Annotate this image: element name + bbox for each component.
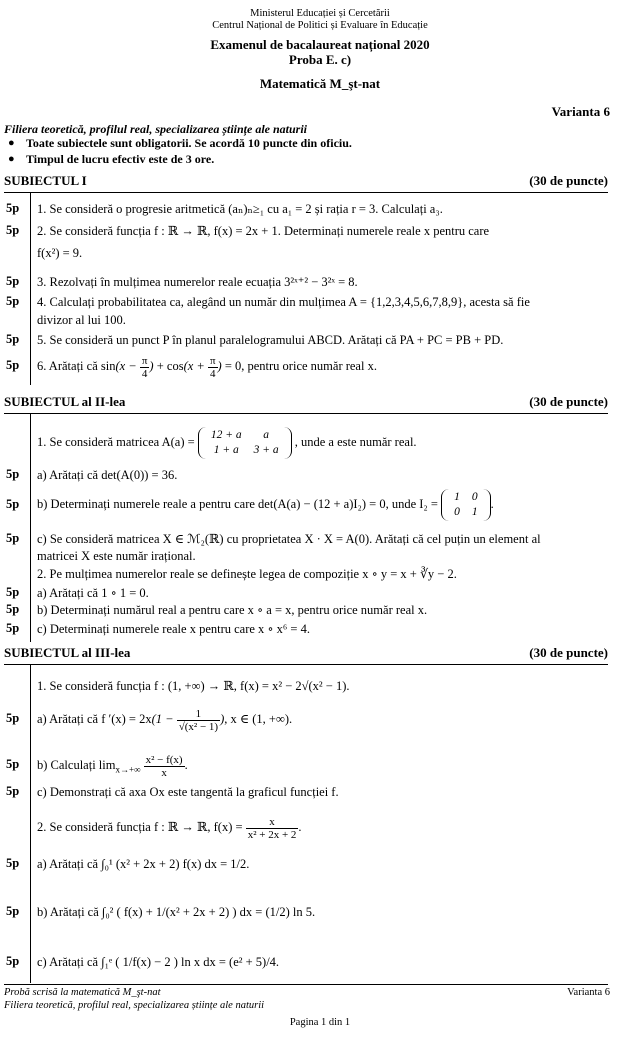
points-label: 5p xyxy=(6,602,20,616)
s2-item-1c: c) Se consideră matricea X ∈ ℳ₂(ℝ) cu proprietatea X · X = A(0). Arătați că cel puțin un element al xyxy=(37,532,541,546)
fraction: $\frac{\pi}{4}$ xyxy=(141,354,148,380)
section-1-title: SUBIECTUL I xyxy=(4,173,87,188)
ministry-name: Ministerul Educației și Cercetării xyxy=(250,8,390,19)
s2-item-1b xyxy=(37,486,612,522)
s2-item-2: 2. Pe mulțimea numerelor reale se definește legea de compoziție x ∘ y = x + ∛y − 2. xyxy=(37,567,457,581)
s2-item-1-part: , unde a este număr real. xyxy=(294,435,417,449)
s3-item-2a: a) Arătați că ∫₀¹ (x² + 2x + 2) f(x) dx = 1/2. xyxy=(37,857,250,871)
s3-item-2-part: 2. Se consideră funcția f : ℝ → ℝ, f(x) = xyxy=(37,820,243,834)
matrix-cell: 3 + a xyxy=(253,444,279,457)
s1-item-4: 4. Calculați probabilitatea ca, alegând un număr din mulțimea A = {1,2,3,4,5,6,7,8,9}, acesta să fie xyxy=(37,295,530,309)
margin-rule xyxy=(30,193,31,385)
fraction: $\frac{\pi}{4}$ xyxy=(209,354,216,380)
s1-item-6-part: 6. Arătați că sin xyxy=(37,359,116,373)
points-label: 5p xyxy=(6,332,20,346)
bullet-icon: ● xyxy=(8,153,15,165)
divider xyxy=(4,413,608,414)
points-label: 5p xyxy=(6,954,20,968)
points-label: 5p xyxy=(6,467,20,481)
s3-item-1a: a) Arătați că f ′(x) = 2x(1 − $\frac{1}{\text{√(x² − 1)}}$ ), x ∈ (1, +∞). xyxy=(37,707,293,733)
s3-item-1b: b) Calculați $\lim_{x\to+\infty}$ $\frac{\text{x² − f(x)}}{x}$ . xyxy=(37,753,188,779)
points-label: 5p xyxy=(6,497,20,511)
s2-item-1a: a) Arătați că det(A(0)) = 36. xyxy=(37,468,178,482)
points-label: 5p xyxy=(6,856,20,870)
points-label: 5p xyxy=(6,904,20,918)
points-label: 5p xyxy=(6,294,20,308)
matrix-cell: 12 + a xyxy=(210,429,242,442)
s3-item-2c: c) Arătați că ∫₁ᵉ ( 1/f(x) − 2 ) ln x dx = (e² + 5)/4. xyxy=(37,955,280,969)
s1-item-5: 5. Se consideră un punct P în planul paralelogramului ABCD. Arătați că PA + PC = PB + PD. xyxy=(37,333,504,347)
s3-item-1b-part: b) Calculați lim xyxy=(37,758,116,772)
s3-item-2b: b) Arătați că ∫₀² ( f(x) + 1/(x² + 2x + 2) ) dx = (1/2) ln 5. xyxy=(37,905,316,919)
points-label: 5p xyxy=(6,711,20,725)
divider xyxy=(4,664,608,665)
section-1-points: (30 de puncte) xyxy=(529,173,608,188)
matrix-cell: 1 + a xyxy=(213,444,239,457)
center-name: Centrul Național de Politici și Evaluare în Educație xyxy=(212,20,428,31)
s2-item-1c-cont: matricei X este număr irațional. xyxy=(37,549,196,563)
filiera-text: Filiera teoretică, profilul real, specializarea științe ale naturii xyxy=(4,122,307,136)
s1-item-2-cont: f(x²) = 9. xyxy=(37,246,83,260)
s1-item-3: 3. Rezolvați în mulțimea numerelor reale ecuația 3²ˣ⁺² − 3²ˣ = 8. xyxy=(37,275,358,289)
matrix-cell: 0 xyxy=(471,491,478,504)
s2-item-1-part: 1. Se consideră matricea A(a) = xyxy=(37,435,195,449)
s2-item-1b-part: . xyxy=(490,497,494,511)
points-label: 5p xyxy=(6,621,20,635)
exam-title: Examenul de bacalaureat național 2020 xyxy=(210,37,430,52)
s2-item-1b-part: b) Determinați numerele reale a pentru care det(A(a) − (12 + a)I₂) = 0, unde I₂ = xyxy=(37,497,438,511)
bullet-icon: ● xyxy=(8,137,15,149)
matrix-cell: 1 xyxy=(454,491,460,504)
section-3-title: SUBIECTUL al III-lea xyxy=(4,645,131,660)
footer-line-1: Probă scrisă la matematică M_şt-nat xyxy=(4,987,161,998)
points-label: 5p xyxy=(6,201,20,215)
s2-item-1 xyxy=(37,424,612,460)
section-2-points: (30 de puncte) xyxy=(529,394,608,409)
matrix-cell: 1 xyxy=(471,506,478,519)
section-3-points: (30 de puncte) xyxy=(529,645,608,660)
points-label: 5p xyxy=(6,358,20,372)
s2-item-2a: a) Arătați că 1 ∘ 1 = 0. xyxy=(37,586,149,600)
matrix-a xyxy=(198,427,292,459)
s2-item-2b: b) Determinați numărul real a pentru care x ∘ a = x, pentru orice număr real x. xyxy=(37,603,428,617)
proba-title: Proba E. c) xyxy=(288,52,352,67)
s3-item-1c: c) Demonstrați că axa Ox este tangentă la graficul funcției f. xyxy=(37,785,339,799)
margin-rule xyxy=(30,414,31,642)
matrix-cell: 0 xyxy=(454,506,460,519)
matrix-cell: a xyxy=(263,429,269,442)
margin-rule xyxy=(30,665,31,983)
rule-1: Toate subiectele sunt obligatorii. Se acordă 10 puncte din oficiu. xyxy=(26,136,352,150)
fraction: $\frac{1}{\text{√(x² − 1)}}$ xyxy=(178,707,219,733)
footer-variant: Varianta 6 xyxy=(567,987,610,998)
points-label: 5p xyxy=(6,585,20,599)
footer-line-2: Filiera teoretică, profilul real, specializarea științe ale naturii xyxy=(4,1000,265,1011)
divider xyxy=(4,192,608,193)
s1-item-6-part: = 0, pentru orice număr real x. xyxy=(224,359,377,373)
divider xyxy=(4,984,608,985)
s1-item-6-part: + cos xyxy=(156,359,184,373)
s1-item-1: 1. Se consideră o progresie aritmetică (aₙ)ₙ≥₁ cu a₁ = 2 și rația r = 3. Calculați a₃. xyxy=(37,202,443,216)
matrix-identity xyxy=(441,489,491,521)
s2-item-2c: c) Determinați numerele reale x pentru care x ∘ x⁶ = 4. xyxy=(37,622,310,636)
subject-title: Matematică M_şt-nat xyxy=(259,76,381,91)
fraction: $\frac{\text{x² − f(x)}}{x}$ xyxy=(145,753,183,779)
s3-item-1a-part: , x ∈ (1, +∞). xyxy=(224,712,293,726)
rule-2: Timpul de lucru efectiv este de 3 ore. xyxy=(26,152,215,166)
variant-label: Varianta 6 xyxy=(551,104,610,119)
s3-item-2: 2. Se consideră funcția f : ℝ → ℝ, f(x) = $\frac{x}{\text{x² + 2x + 2}}$ . xyxy=(37,815,302,841)
fraction: $\frac{x}{\text{x² + 2x + 2}}$ xyxy=(247,815,297,841)
s3-item-1a-part: a) Arătați că f ′(x) = 2x xyxy=(37,712,152,726)
points-label: 5p xyxy=(6,223,20,237)
s1-item-4-cont: divizor al lui 100. xyxy=(37,313,126,327)
section-2-title: SUBIECTUL al II-lea xyxy=(4,394,126,409)
points-label: 5p xyxy=(6,757,20,771)
s1-item-2: 2. Se consideră funcția f : ℝ → ℝ, f(x) = 2x + 1. Determinați numerele reale x pentru care xyxy=(37,224,490,238)
points-label: 5p xyxy=(6,531,20,545)
page-number: Pagina 1 din 1 xyxy=(289,1017,351,1028)
s1-item-6: 6. Arătați că sin(x − $\frac{\pi}{4}$ ) + cos(x + $\frac{\pi}{4}$ ) = 0, pentru orice număr real x. xyxy=(37,354,377,380)
s3-item-1: 1. Se consideră funcția f : (1, +∞) → ℝ, f(x) = x² − 2√(x² − 1). xyxy=(37,679,350,693)
points-label: 5p xyxy=(6,784,20,798)
points-label: 5p xyxy=(6,274,20,288)
